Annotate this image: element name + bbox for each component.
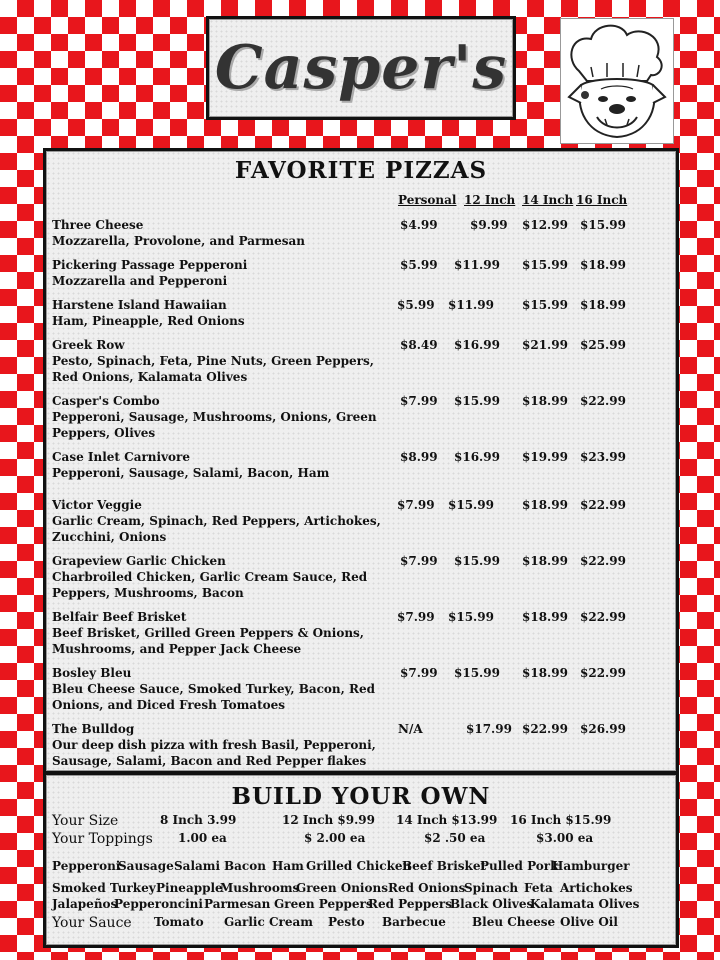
price-personal: $5.99 <box>400 258 438 272</box>
topping-item: Pepperoni <box>52 859 121 873</box>
topping-item: Hamburger <box>552 859 630 873</box>
pizza-description: Pepperoni, Sausage, Mushrooms, Onions, Green Peppers, Olives <box>52 410 377 440</box>
price-12-inch: $11.99 <box>454 258 500 272</box>
column-header-personal: Personal <box>398 193 457 207</box>
price-12-inch: $15.99 <box>448 498 494 512</box>
topping-item: Artichokes <box>560 881 633 895</box>
sauce-option: Olive Oil <box>560 915 618 929</box>
sauce-option: Tomato <box>154 915 204 929</box>
build-your-own-title: BUILD YOUR OWN <box>231 783 491 810</box>
price-12-inch: $15.99 <box>448 610 494 624</box>
price-personal: $7.99 <box>400 666 438 680</box>
pizza-name: Case Inlet Carnivore <box>52 450 191 464</box>
logo-text: Casper's <box>214 33 508 103</box>
favorite-pizzas-title: FAVORITE PIZZAS <box>234 157 488 184</box>
price-14-inch: $18.99 <box>522 610 568 624</box>
topping-item: Ham <box>272 859 304 873</box>
topping-item: Pepperoncini <box>114 897 203 911</box>
size-option: 12 Inch $9.99 <box>282 813 375 827</box>
pizza-name: Belfair Beef Brisket <box>52 610 187 624</box>
topping-item: Green Onions <box>296 881 388 895</box>
price-14-inch: $18.99 <box>522 666 568 680</box>
topping-item: Pineapple <box>156 881 223 895</box>
topping-item: Feta <box>524 881 553 895</box>
column-header-16-inch: 16 Inch <box>576 193 628 207</box>
price-14-inch: $18.99 <box>522 394 568 408</box>
pizza-description: Mozzarella and Pepperoni <box>52 274 228 288</box>
price-12-inch: $11.99 <box>448 298 494 312</box>
topping-item: Red Onions <box>388 881 466 895</box>
size-option: 8 Inch 3.99 <box>160 813 237 827</box>
price-personal: $4.99 <box>400 218 438 232</box>
sauce-option: Barbecue <box>382 915 446 929</box>
price-personal: $7.99 <box>400 394 438 408</box>
price-14-inch: $18.99 <box>522 498 568 512</box>
column-header-14-inch: 14 Inch <box>522 193 574 207</box>
price-16-inch: $18.99 <box>580 298 626 312</box>
topping-price: $2 .50 ea <box>424 831 486 845</box>
price-16-inch: $26.99 <box>580 722 626 736</box>
size-label: Your Size <box>52 813 119 829</box>
pizza-name: Casper's Combo <box>52 394 160 408</box>
sauce-option: Garlic Cream <box>224 915 313 929</box>
pizza-item <box>52 257 668 289</box>
pizza-name: Greek Row <box>52 338 125 352</box>
pizza-item <box>52 297 668 329</box>
favorite-pizzas-panel <box>43 148 679 774</box>
pizza-name: The Bulldog <box>52 722 135 736</box>
price-personal: $7.99 <box>397 610 435 624</box>
price-12-inch: $16.99 <box>454 338 500 352</box>
bulldog-chef-illustration <box>560 18 674 144</box>
pizza-item <box>52 665 668 713</box>
pizza-name: Grapeview Garlic Chicken <box>52 554 226 568</box>
pizza-item <box>52 217 668 249</box>
price-14-inch: $22.99 <box>522 722 568 736</box>
price-16-inch: $23.99 <box>580 450 626 464</box>
price-14-inch: $12.99 <box>522 218 568 232</box>
pizza-item <box>52 337 668 385</box>
pizza-item <box>52 497 668 545</box>
topping-price: $3.00 ea <box>536 831 594 845</box>
size-option: 14 Inch $13.99 <box>396 813 498 827</box>
price-16-inch: $22.99 <box>580 554 626 568</box>
pizza-name: Bosley Bleu <box>52 666 132 680</box>
price-personal: $7.99 <box>397 498 435 512</box>
topping-item: Grilled Chicken <box>306 859 412 873</box>
price-12-inch: $16.99 <box>454 450 500 464</box>
pizza-description: Pepperoni, Sausage, Salami, Bacon, Ham <box>52 466 330 480</box>
price-12-inch: $15.99 <box>454 666 500 680</box>
price-14-inch: $15.99 <box>522 298 568 312</box>
topping-item: Salami <box>174 859 221 873</box>
sauce-option: Bleu Cheese <box>472 915 556 929</box>
topping-price: 1.00 ea <box>178 831 227 845</box>
build-your-own-panel <box>43 772 679 948</box>
pizza-name: Victor Veggie <box>52 498 142 512</box>
pizza-description: Bleu Cheese Sauce, Smoked Turkey, Bacon, Red Onions, and Diced Fresh Tomatoes <box>52 682 376 712</box>
pizza-description: Charbroiled Chicken, Garlic Cream Sauce, Red Peppers, Mushrooms, Bacon <box>52 570 368 600</box>
price-14-inch: $18.99 <box>522 554 568 568</box>
topping-item: Parmesan <box>204 897 271 911</box>
pizza-description: Our deep dish pizza with fresh Basil, Pepperoni, Sausage, Salami, Bacon and Red Pepper flakes <box>52 738 376 768</box>
pizza-item <box>52 553 668 601</box>
price-16-inch: $22.99 <box>580 666 626 680</box>
pizza-description: Ham, Pineapple, Red Onions <box>52 314 245 328</box>
price-personal: $8.49 <box>400 338 438 352</box>
topping-item: Green Peppers <box>274 897 373 911</box>
price-personal: $8.99 <box>400 450 438 464</box>
sauce-label: Your Sauce <box>52 915 132 931</box>
sauce-option: Pesto <box>328 915 365 929</box>
size-option: 16 Inch $15.99 <box>510 813 612 827</box>
price-12-inch: $17.99 <box>466 722 512 736</box>
price-16-inch: $25.99 <box>580 338 626 352</box>
price-personal: $7.99 <box>400 554 438 568</box>
price-12-inch: $9.99 <box>470 218 508 232</box>
price-12-inch: $15.99 <box>454 394 500 408</box>
pizza-description: Mozzarella, Provolone, and Parmesan <box>52 234 305 248</box>
topping-item: Smoked Turkey <box>52 881 156 895</box>
pizza-item <box>52 721 668 769</box>
pizza-description: Garlic Cream, Spinach, Red Peppers, Artichokes, Zucchini, Onions <box>52 514 381 544</box>
price-16-inch: $15.99 <box>580 218 626 232</box>
topping-item: Jalapeños <box>52 897 118 911</box>
pizza-description: Pesto, Spinach, Feta, Pine Nuts, Green Peppers, Red Onions, Kalamata Olives <box>52 354 374 384</box>
price-16-inch: $22.99 <box>580 394 626 408</box>
price-14-inch: $15.99 <box>522 258 568 272</box>
pizza-name: Harstene Island Hawaiian <box>52 298 227 312</box>
pizza-name: Pickering Passage Pepperoni <box>52 258 248 272</box>
toppings-label: Your Toppings <box>52 831 153 847</box>
topping-item: Red Peppers <box>368 897 453 911</box>
logo-panel <box>206 16 516 120</box>
pizza-item <box>52 393 668 441</box>
pizza-description: Beef Brisket, Grilled Green Peppers & Onions, Mushrooms, and Pepper Jack Cheese <box>52 626 364 656</box>
price-14-inch: $19.99 <box>522 450 568 464</box>
pizza-name: Three Cheese <box>52 218 144 232</box>
topping-item: Black Olives <box>450 897 534 911</box>
price-personal: $5.99 <box>397 298 435 312</box>
topping-price: $ 2.00 ea <box>304 831 366 845</box>
price-personal: N/A <box>398 722 423 736</box>
pizza-item <box>52 449 668 481</box>
topping-item: Sausage <box>118 859 174 873</box>
column-header-12-inch: 12 Inch <box>464 193 516 207</box>
pizza-item <box>52 609 668 657</box>
price-16-inch: $22.99 <box>580 610 626 624</box>
topping-item: Pulled Pork <box>480 859 559 873</box>
topping-item: Kalamata Olives <box>530 897 640 911</box>
topping-item: Bacon <box>224 859 266 873</box>
topping-item: Mushrooms <box>220 881 300 895</box>
price-12-inch: $15.99 <box>454 554 500 568</box>
topping-item: Beef Brisket <box>402 859 487 873</box>
topping-item: Spinach <box>464 881 519 895</box>
price-16-inch: $22.99 <box>580 498 626 512</box>
price-14-inch: $21.99 <box>522 338 568 352</box>
price-16-inch: $18.99 <box>580 258 626 272</box>
